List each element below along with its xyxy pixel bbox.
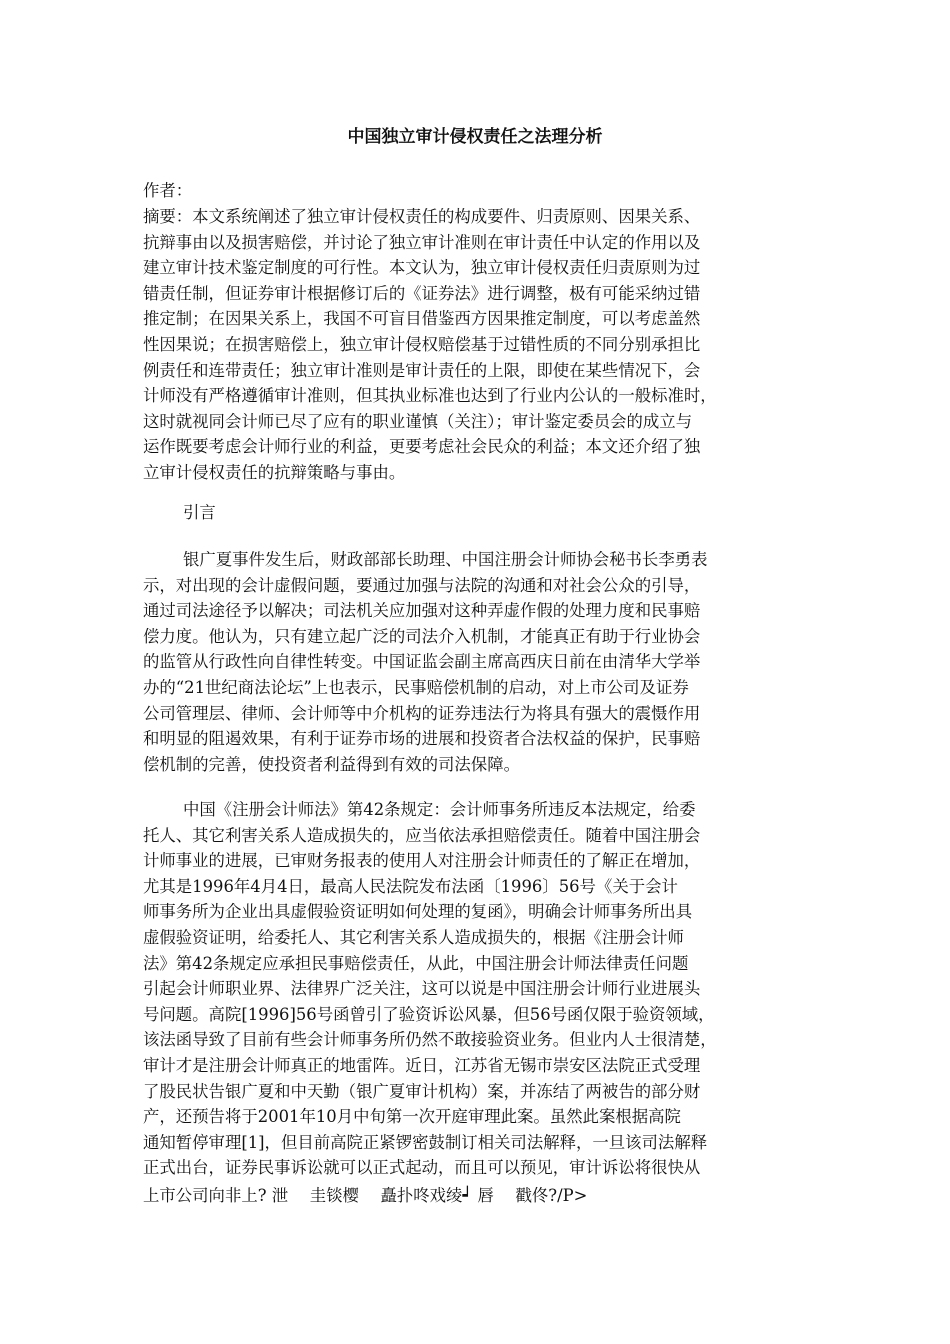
paragraph-line: 审计才是注册会计师真正的地雷阵。近日，江苏省无锡市崇安区法院正式受理 [143, 1055, 701, 1075]
paragraph-1 [143, 547, 817, 777]
abstract-line: 例责任和连带责任；独立审计准则是审计责任的上限，即使在某些情况下，会 [143, 360, 701, 380]
paragraph-line: 托人、其它利害关系人造成损失的，应当依法承担赔偿责任。随着中国注册会 [143, 825, 701, 845]
abstract-line: 性因果说；在损害赔偿上，独立审计侵权赔偿基于过错性质的不同分别承担比 [143, 334, 701, 354]
author-line-block [143, 178, 817, 204]
paragraph-line: 计师事业的进展，已审财务报表的使用人对注册会计师责任的了解正在增加， [143, 851, 701, 871]
paragraph-line: 引起会计师职业界、法律界广泛关注，这可以说是中国注册会计师行业进展头 [143, 979, 701, 999]
abstract-line: 抗辩事由以及损害赔偿，并讨论了独立审计准则在审计责任中认定的作用以及 [143, 232, 701, 252]
author-line: 作者： [143, 181, 193, 200]
abstract-line: 推定制；在因果关系上，我国不可盲目借鉴西方因果推定制度，可以考虑盖然 [143, 309, 701, 329]
paragraph-line: 公司管理层、律师、会计师等中介机构的证券违法行为将具有强大的震慑作用 [143, 703, 701, 723]
paragraph-line: 的监管从行政性向自律性转变。中国证监会副主席高西庆日前在由清华大学举 [143, 652, 701, 672]
paragraph-line: 和明显的阻遏效果，有利于证券市场的进展和投资者合法权益的保护，民事赔 [143, 729, 701, 749]
paragraph-line: 通知暂停审理[1]，但目前高院正紧锣密鼓制订相关司法解释，一旦该司法解释 [143, 1132, 708, 1152]
paragraph-line: 银广夏事件发生后，财政部部长助理、中国注册会计师协会秘书长李勇表 [183, 550, 708, 569]
paragraph-line: 偿机制的完善，使投资者利益得到有效的司法保障。 [143, 754, 520, 774]
abstract-line: 摘要：本文系统阐述了独立审计侵权责任的构成要件、归责原则、因果关系、 [143, 207, 701, 226]
section-heading-block [143, 500, 817, 526]
paragraph-line: 正式出台，证券民事诉讼就可以正式起动，而且可以预见，审计诉讼将很快从 [143, 1158, 701, 1178]
paragraph-2 [143, 797, 817, 1181]
trailing-line: 上市公司向非上? 泄 圭锬樱 矗扑咚戏绫┙ 唇 戳佟?/P> [143, 1186, 588, 1205]
paragraph-line: 了股民状告银广夏和中天勤（银广夏审计机构）案，并冻结了两被告的部分财 [143, 1081, 701, 1101]
paragraph-line: 示，对出现的会计虚假问题，要通过加强与法院的沟通和对社会公众的引导， [143, 575, 701, 595]
paragraph-line: 偿力度。他认为，只有建立起广泛的司法介入机制，才能真正有助于行业协会 [143, 626, 701, 646]
abstract-line: 运作既要考虑会计师行业的利益，更要考虑社会民众的利益；本文还介绍了独 [143, 437, 701, 457]
paragraph-line: 虚假验资证明，给委托人、其它利害关系人造成损失的，根据《注册会计师 [143, 927, 684, 947]
document-title: 中国独立审计侵权责任之法理分析 [347, 127, 603, 147]
paragraph-line: 师事务所为企业出具虚假验资证明如何处理的复函》，明确会计师事务所出具 [143, 902, 693, 922]
paragraph-line: 通过司法途径予以解决；司法机关应加强对这种弄虚作假的处理力度和民事赔 [143, 601, 701, 621]
section-heading: 引言 [183, 503, 216, 522]
paragraph-line: 法》第42条规定应承担民事赔偿责任，从此，中国注册会计师法律责任问题 [143, 953, 689, 973]
paragraph-line: 号问题。高院[1996]56号函曾引了验资诉讼风暴，但56号函仅限于验资领域， [143, 1004, 715, 1024]
abstract [143, 204, 817, 486]
abstract-line: 建立审计技术鉴定制度的可行性。本文认为，独立审计侵权责任归责原则为过 [143, 258, 701, 278]
paragraph-line: 该法函导致了目前有些会计师事务所仍然不敢接验资业务。但业内人士很清楚， [143, 1030, 717, 1050]
abstract-line: 这时就视同会计师已尽了应有的职业谨慎（关注）；审计鉴定委员会的成立与 [143, 411, 693, 431]
abstract-line: 错责任制，但证券审计根据修订后的《证券法》进行调整，极有可能采纳过错 [143, 283, 701, 303]
paragraph-line: 尤其是1996年4月4日，最高人民法院发布法函〔1996〕56号《关于会计 [143, 876, 678, 896]
trailing-line-block [143, 1183, 817, 1209]
paragraph-line: 中国《注册会计师法》第42条规定：会计师事务所违反本法规定，给委 [183, 800, 696, 819]
paragraph-line: 产，还预告将于2001年10月中旬第一次开庭审理此案。虽然此案根据高院 [143, 1107, 681, 1127]
abstract-line: 立审计侵权责任的抗辩策略与事由。 [143, 462, 406, 482]
paragraph-line: 办的“21世纪商法论坛”上也表示，民事赔偿机制的启动，对上市公司及证券 [143, 677, 689, 697]
abstract-line: 计师没有严格遵循审计准则，但其执业标准也达到了行业内公认的一般标准时， [143, 386, 717, 406]
